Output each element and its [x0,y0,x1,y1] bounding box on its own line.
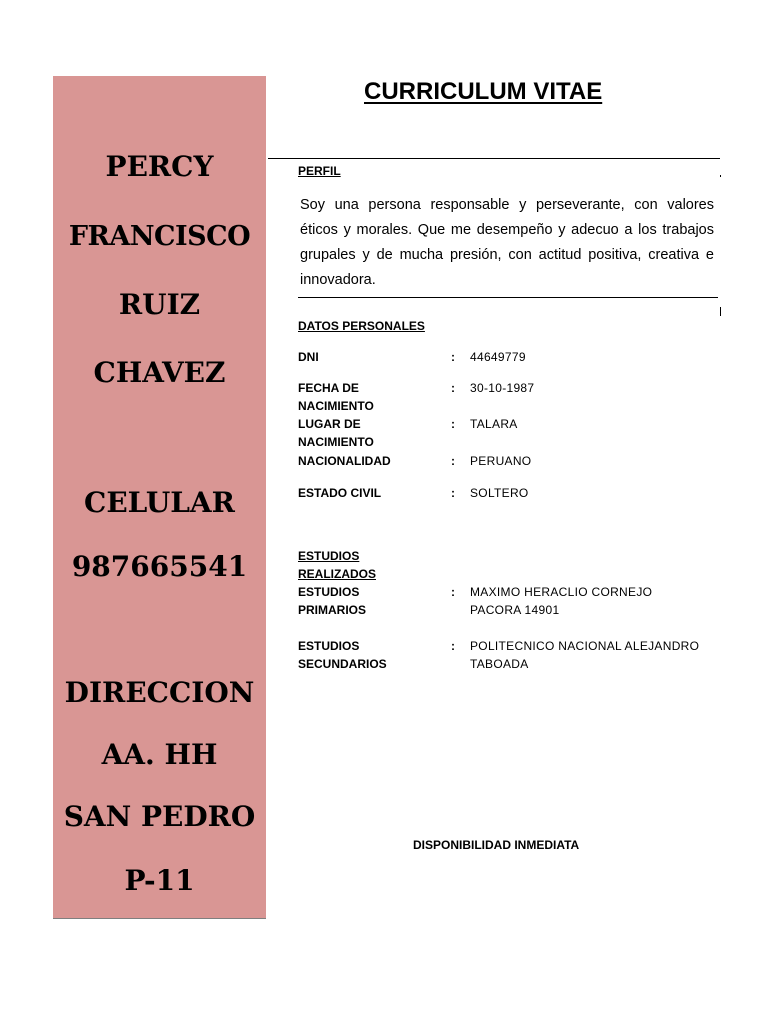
birthplace-value: TALARA [470,417,518,431]
name-line-4: CHAVEZ [93,356,226,389]
address-line-2: SAN PEDRO [63,800,256,833]
profile-top-rule [268,158,720,159]
nationality-colon: : [451,454,455,468]
edge-mark-2 [720,307,721,316]
birthplace-colon: : [451,417,455,431]
profile-text: Soy una persona responsable y perseverante, con valores éticos y morales. Que me desempeño y adecuo a los trabajos grupales y de mucha presión, con actitud positiva, creativa e innovadora. [300,197,714,288]
profile-bottom-rule [298,297,718,298]
education-label: ESTUDIOS REALIZADOS [298,549,376,581]
nationality-label: NACIONALIDAD [298,454,391,468]
secondary-school-colon: : [451,639,455,653]
secondary-school-label: ESTUDIOS SECUNDARIOS [298,639,387,671]
address-line-1: AA. HH [101,738,218,771]
dni-colon: : [451,350,455,364]
secondary-school-value: POLITECNICO NACIONAL ALEJANDRO TABOADA [470,639,700,671]
sidebar [53,76,266,919]
edge-mark-1 [720,175,721,177]
marital-status-value: SOLTERO [470,486,529,500]
marital-status-colon: : [451,486,455,500]
marital-status-label: ESTADO CIVIL [298,486,382,500]
dni-value: 44649779 [470,350,526,364]
phone-number: 987665541 [71,550,248,583]
primary-school-label: ESTUDIOS PRIMARIOS [298,585,367,617]
address-label: DIRECCION [64,676,255,709]
availability-note: DISPONIBILIDAD INMEDIATA [413,838,580,852]
page-title: CURRICULUM VITAE [364,78,603,105]
primary-school-value: MAXIMO HERACLIO CORNEJO PACORA 14901 [470,585,653,617]
primary-school-colon: : [451,585,455,599]
name-line-2: FRANCISCO [68,221,251,252]
phone-label: CELULAR [84,486,235,519]
birthdate-value: 30-10-1987 [470,381,535,395]
profile-label: PERFIL [298,164,341,178]
birthplace-label: LUGAR DE NACIMIENTO [298,417,374,449]
dni-label: DNI [298,350,319,364]
name-line-3: RUIZ [118,288,201,321]
birthdate-label: FECHA DE NACIMIENTO [298,381,374,413]
personal-data-label: DATOS PERSONALES [298,319,425,333]
address-line-3: P-11 [124,864,195,897]
nationality-value: PERUANO [470,454,532,468]
name-line-1: PERCY [105,150,214,183]
birthdate-colon: : [451,381,455,395]
